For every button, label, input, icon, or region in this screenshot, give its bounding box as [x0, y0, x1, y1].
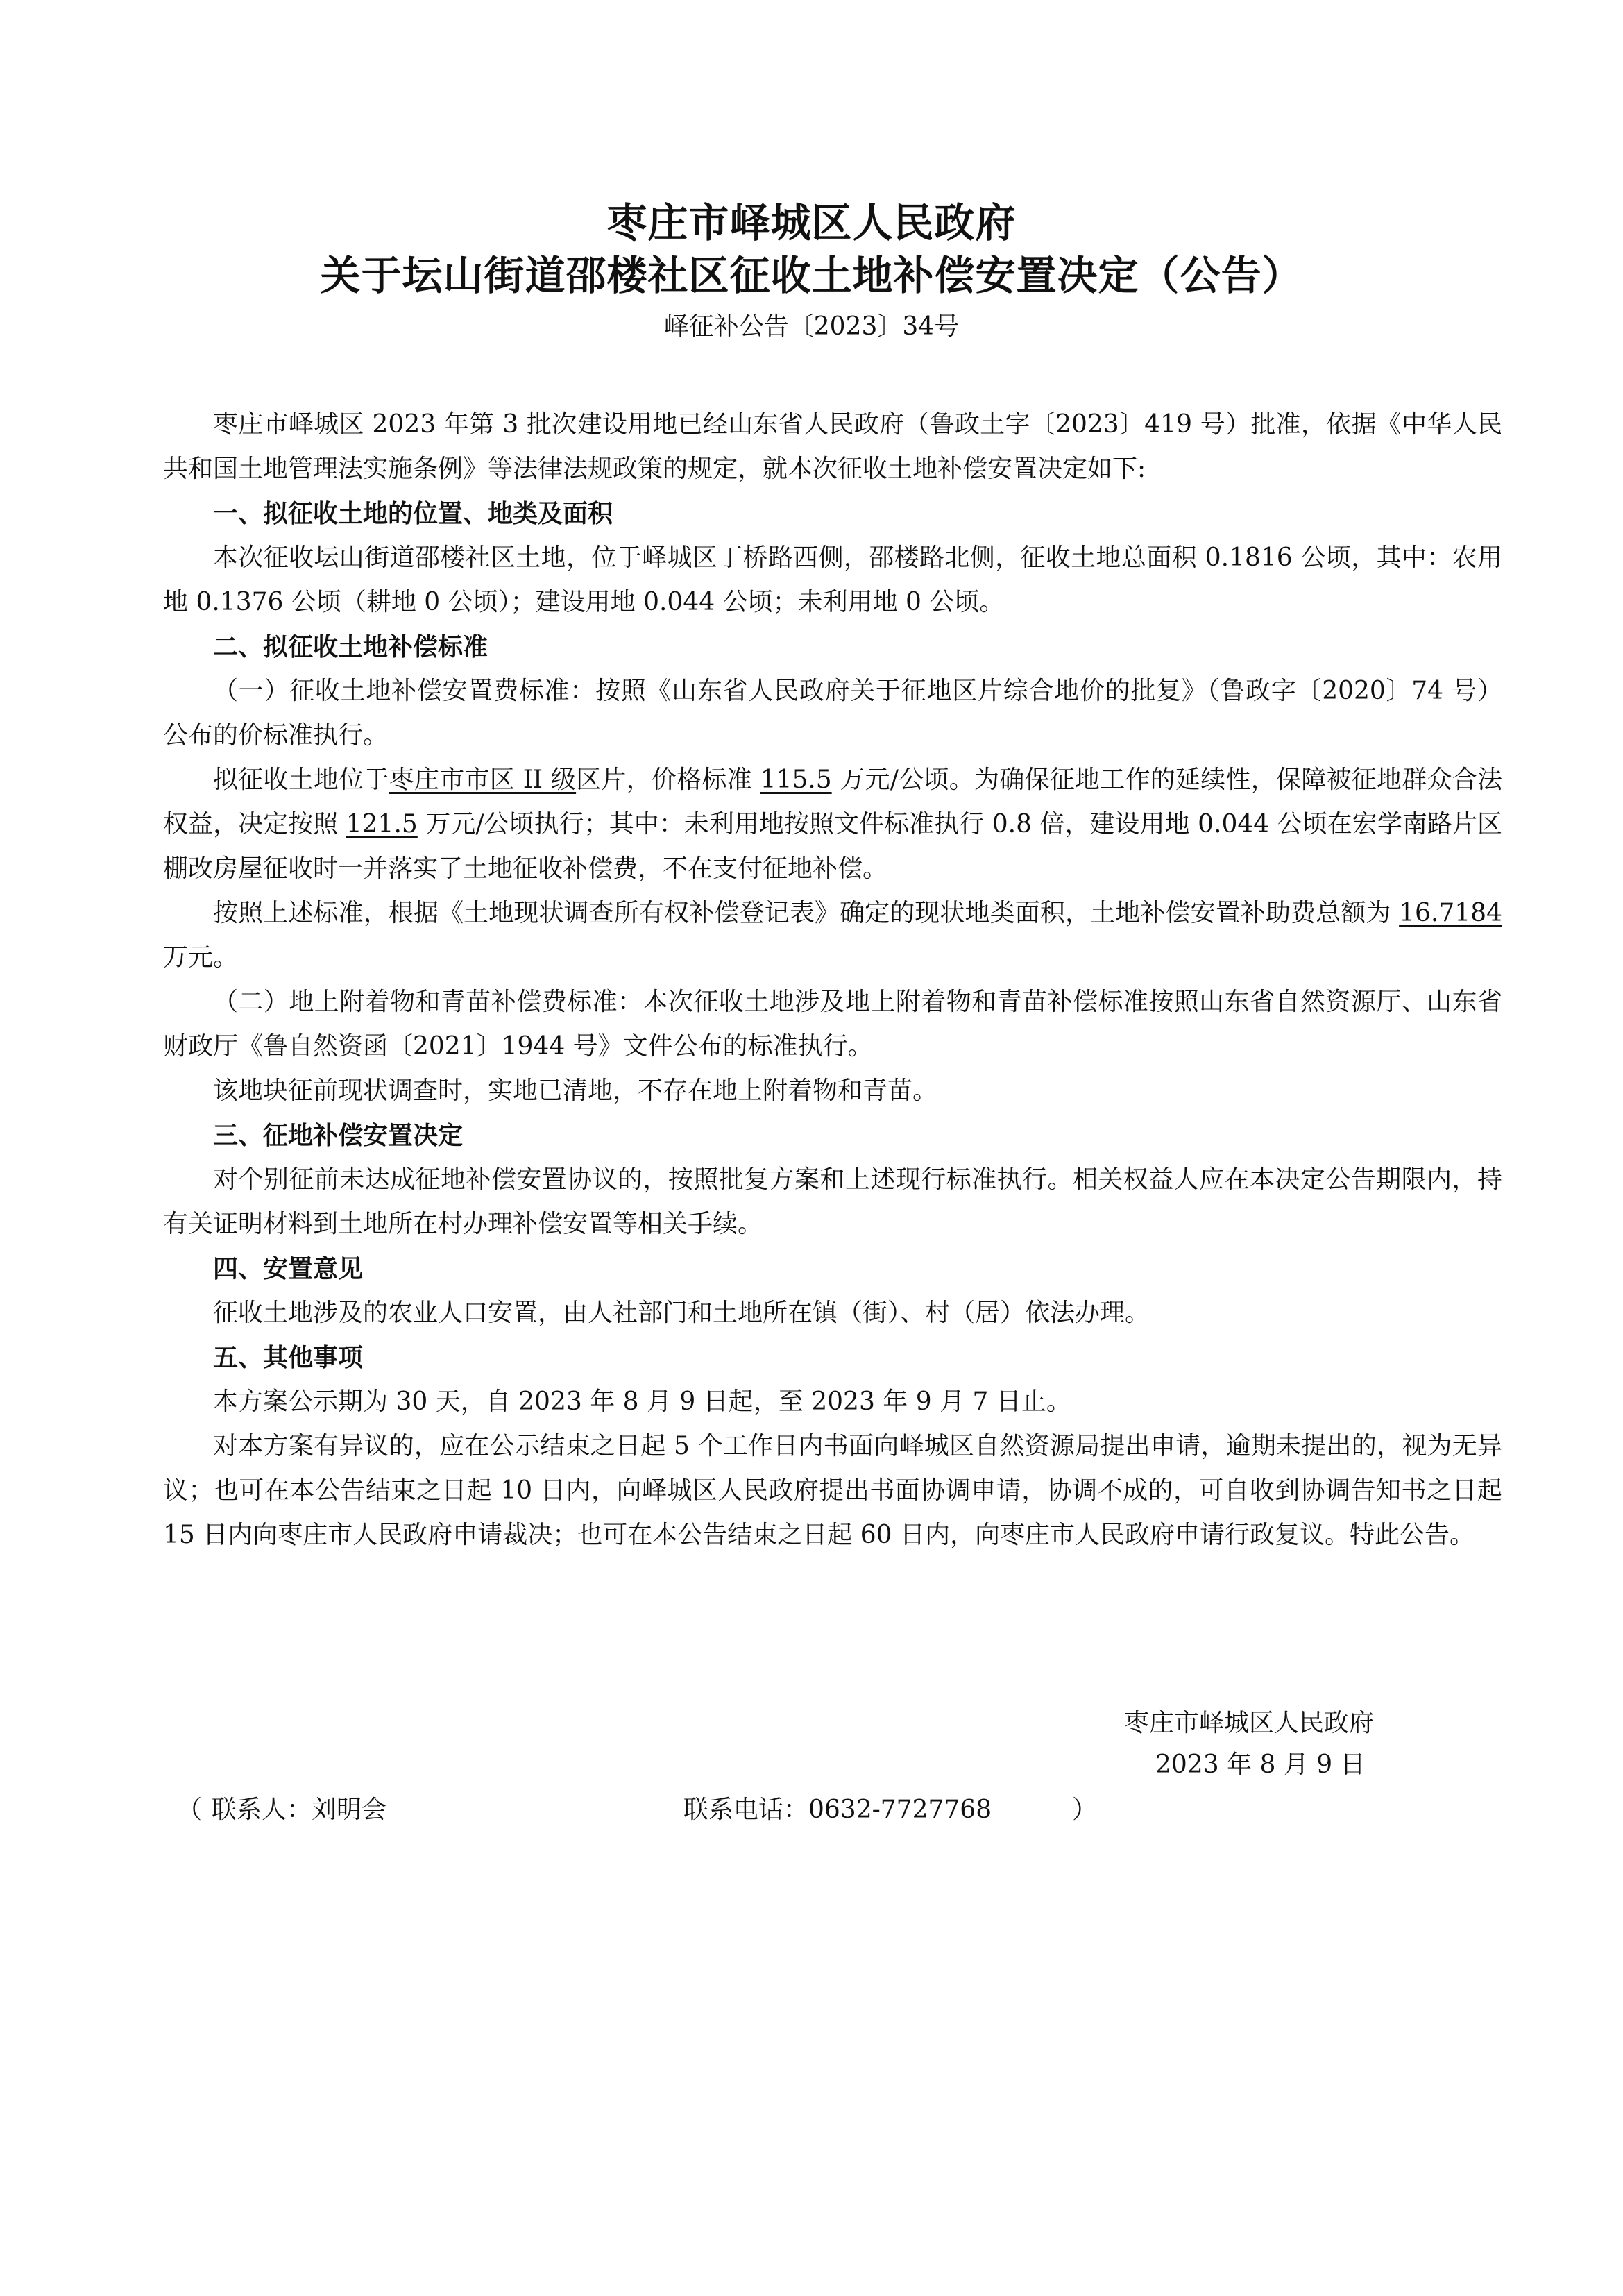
intro-paragraph: 枣庄市峄城区 2023 年第 3 批次建设用地已经山东省人民政府（鲁政土字〔2023〕419 号）批准，依据《中华人民共和国土地管理法实施条例》等法律法规政策的规定，就本次征收土地补偿安置决定如下: [163, 410, 1502, 483]
contact-open-paren: （ [177, 1796, 203, 1824]
section-2-paragraph-1: （一）征收土地补偿安置费标准：按照《山东省人民政府关于征地区片综合地价的批复》（鲁政字〔2020〕74 号）公布的价标准执行。 [163, 677, 1502, 750]
contact-close-paren: ） [1072, 1796, 1098, 1824]
signature-date: 2023 年 8 月 9 日 [1155, 1750, 1366, 1779]
text-run: 万元/公顷。为确保征地工作的延续性，保障被征地群众合法权益，决定按照 [163, 766, 1502, 838]
text-run: 万元/公顷执行；其中：未利用地按照文件标准执行 0.8 倍，建设用地 0.044 公顷在宏学南路片区棚改房屋征收时一并落实了土地征收补偿费，不在支付征地补偿。 [163, 810, 1502, 883]
contact-phone: 联系电话：0632-7727768 [683, 1796, 992, 1824]
section-3-heading: 三、征地补偿安置决定 [213, 1121, 464, 1150]
section-2-paragraph-3 [163, 891, 1502, 980]
compensation-total-value: 16.7184 [1399, 899, 1502, 927]
section-5-heading: 五、其他事项 [213, 1343, 364, 1372]
document-title-line2: 关于坛山街道邵楼社区征收土地补偿安置决定（公告） [320, 252, 1303, 299]
document-number: 峄征补公告〔2023〕34号 [663, 312, 960, 341]
section-4-heading: 四、安置意见 [213, 1254, 364, 1283]
signature-organization: 枣庄市峄城区人民政府 [1124, 1709, 1375, 1737]
section-1-heading: 一、拟征收土地的位置、地类及面积 [213, 499, 613, 528]
section-4-paragraph: 征收土地涉及的农业人口安置，由人社部门和土地所在镇（街）、村（居）依法办理。 [213, 1299, 1150, 1327]
section-2-paragraph-4: （二）地上附着物和青苗补偿费标准：本次征收土地涉及地上附着物和青苗补偿标准按照山东省自然资源厅、山东省财政厅《鲁自然资函〔2021〕1944 号》文件公布的标准执行。 [163, 988, 1502, 1061]
zone-value: 枣庄市市区 II 级 [389, 766, 577, 794]
section-2-paragraph-2 [163, 758, 1502, 891]
section-2-paragraph-5: 该地块征前现状调查时，实地已清地，不存在地上附着物和青苗。 [213, 1077, 938, 1105]
document-body [163, 403, 1502, 1558]
contact-person: 联系人：刘明会 [212, 1796, 387, 1824]
text-run: 拟征收土地位于 [213, 766, 389, 794]
price-executed-value: 121.5 [346, 810, 418, 838]
section-5-paragraph-2: 对本方案有异议的，应在公示结束之日起 5 个工作日内书面向峄城区自然资源局提出申请，逾期未提出的，视为无异议；也可在本公告结束之日起 10 日内，向峄城区人民政府提出书面协调申请，协调不成的，可自收到协调告知书之日起 15 日内向枣庄市人民政府申请裁决；也可在本公告结束之日起 60 日内，向枣庄市人民政府申请行政复议。特此公告。 [163, 1432, 1502, 1549]
section-1-paragraph: 本次征收坛山街道邵楼社区土地，位于峄城区丁桥路西侧，邵楼路北侧，征收土地总面积 0.1816 公顷，其中：农用地 0.1376 公顷（耕地 0 公顷）；建设用地 0.044 公顷；未利用地 0 公顷。 [163, 543, 1502, 616]
section-2-heading: 二、拟征收土地补偿标准 [213, 632, 488, 661]
section-5-paragraph-1: 本方案公示期为 30 天，自 2023 年 8 月 9 日起，至 2023 年 9 月 7 日止。 [213, 1387, 1071, 1416]
section-3-paragraph: 对个别征前未达成征地补偿安置协议的，按照批复方案和上述现行标准执行。相关权益人应在本决定公告期限内，持有关证明材料到土地所在村办理补偿安置等相关手续。 [163, 1165, 1502, 1238]
text-run: 万元。 [163, 943, 239, 972]
text-run: 区片，价格标准 [576, 766, 760, 794]
price-standard-value: 115.5 [760, 766, 832, 794]
document-title-line1: 枣庄市峄城区人民政府 [606, 199, 1017, 246]
text-run: 按照上述标准，根据《土地现状调查所有权补偿登记表》确定的现状地类面积，土地补偿安置补助费总额为 [213, 899, 1400, 927]
contact-line [177, 1791, 1097, 1830]
